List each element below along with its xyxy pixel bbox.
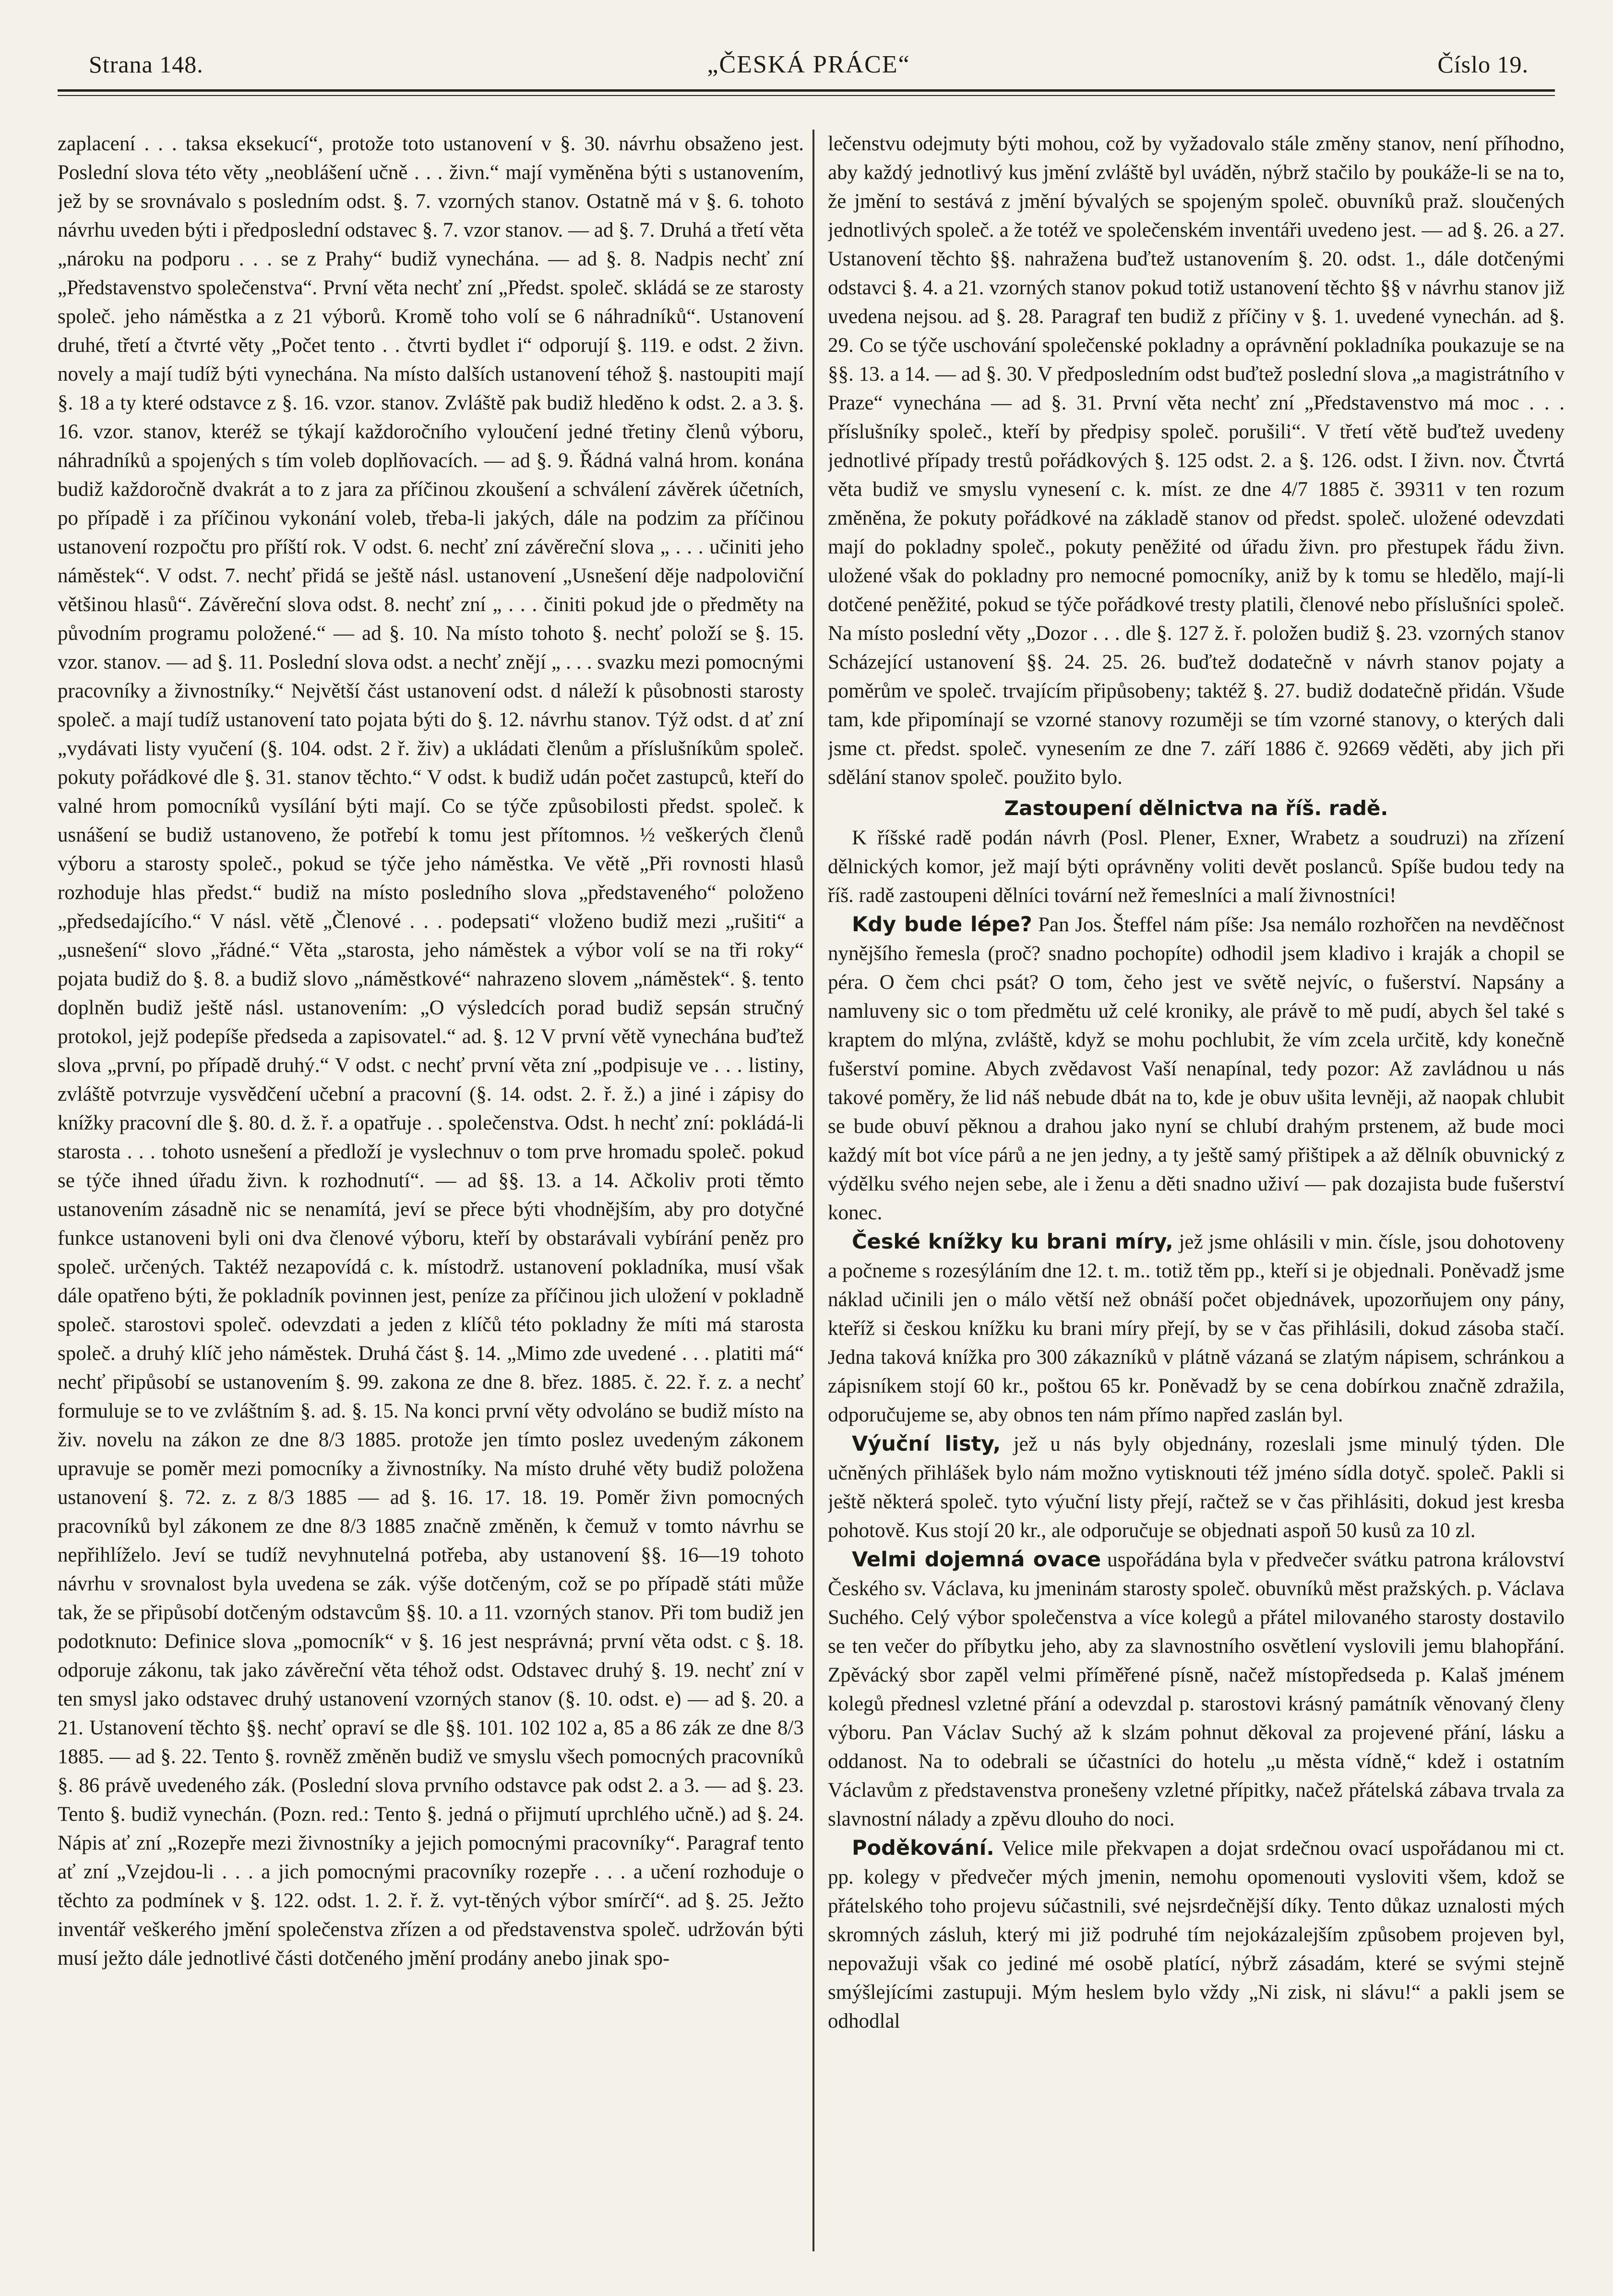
news-item-measurement-books <box>828 1227 1565 1430</box>
news-body-measurement-books: jež jsme ohlásili v min. čísle, jsou dohotoveny a počneme s rozesýláním dne 12. t. m.. totiž těm pp., kteří si je objednali. Poněvadž jsme náklad učinili jen o málo větší než obnáší počet objednávek, upozorňujem ony pány, kteříž si českou knížku ku brani míry přejí, by se v čas přihlásili, dokud zásoba stačí. Jedna taková knížka pro 300 zákazníků v plátně vázaná se zlatým nápisem, schránkou a zápisníkem stojí 60 kr., poštou 65 kr. Poněvadž by se cena dobírkou značně zdražila, odporučujeme se, aby obnos ten nám přímo napřed zaslán byl. <box>828 1231 1565 1426</box>
header-rule-thin <box>58 95 1555 96</box>
article-text-continued: lečenstvu odejmuty býti mohou, což by vyžadovalo stále změny stanov, není příhodno, aby každý jednotlivý kus jmění zvláště byl uváděn, nýbrž stačilo by poukáže-li se na to, že jmění to sestává z jmění bývalých se spojeným společ. obuvníků praž. sloučených jednotlivých společ. a že totéž ve společenském inventáři uvedeno jest. — ad §. 26. a 27. Ustanovení těchto §§. nahražena buďtež ustanovením §. 20. odst. 1., dále dotčenými odstavci §. 4. a 21. vzorných stanov pokud totiž ustanovení těchto §§ v návrhu stanov již uvedena nejsou. ad §. 28. Paragraf ten budiž z příčiny v §. 1. uvedené vynechán. ad §. 29. Co se týče uschování společenské pokladny a oprávnění pokladníka poukazuje se na §§. 13. a 14. — ad §. 30. V předposledním odst buďtež poslední slova „a magistrátního v Praze“ vynechána — ad §. 31. První věta nechť zní „Představenstvo má moc . . . příslušníky společ., kteří by předpisy společ. porušili“. V třetí větě buďtež uvedeny jednotlivé případy trestů pořádkových §. 125 odst. 2. a §. 126. odst. I živn. nov. Čtvrtá věta budiž ve smyslu vynesení c. k. míst. ze dne 4/7 1885 č. 39311 v ten rozum změněna, že pokuty pořádkové na základě stanov od předst. společ. uložené odevzdati mají do pokladny společ., pokuty peněžité od úřadu živn. pro přestupek řádu živn. uložené však do pokladny pro nemocné pomocníky, aniž by k tomu se hledělo, mají-li dotčené peněžité, pokud se týče pořádkové tresty platili, členové nebo příslušníci společ. Na místo poslední věty „Dozor . . . dle §. 127 ž. ř. položen budiž §. 23. vzorných stanov Scházející ustanovení §§. 24. 25. 26. buďtež dodatečně v návrh stanov pojaty a poměrům ve společ. trvajícím připůsobeny; taktéž §. 27. budiž dodatečně přidán. Všude tam, kde připomínají se vzorné stanovy rozuměji se tím vzorné stanovy, o kterých dali jsme ct. předst. společ. vynesením ze dne 7. září 1886 č. 92669 věděti, aby jich při sdělání stanov společ. použito bylo. <box>828 132 1565 789</box>
news-body-thanks: Velice mile překvapen a dojat srdečnou ovací uspořádanou mi ct. pp. kolegy v předvečer mých jmenin, nemohu opomenouti vysloviti všem, kdož se přátelského toho projevu súčastnili, své nejsrdečnější díky. Tento důkaz uznalosti mých skromných zásluh, který mi již podruhé tím nejokázalejším způsobem projeven byl, nepovažuji však co jediné mé osobě platící, nýbrž zásadám, které se svými stejně smýšlejícími zastupuji. Mým heslem bylo vždy „Ni zisk, ni slávu!“ a pakli jsem se odhodlal <box>828 1837 1565 2032</box>
left-column <box>58 130 804 2251</box>
news-item-when-better <box>828 910 1565 1227</box>
news-body-apprentice-certificates: jež u nás byly objednány, rozeslali jsme minulý týden. Dle učněných přihlášek bylo nám možno vytisknouti též jméno sídla dotyč. společ. Pakli si ještě některá společ. tyto výuční listy přejí, račtež se v čas přihlásiti, dokud jest kresba pohotově. Kus stojí 20 kr., ale odporučuje se objednati aspoň 50 kusů za 10 zl. <box>828 1433 1565 1542</box>
news-lead-measurement-books: České knížky ku brani míry, <box>852 1230 1173 1254</box>
column-divider <box>812 130 814 2251</box>
page-number: Strana 148. <box>89 51 203 78</box>
right-column <box>828 130 1565 2251</box>
news-lead-when-better: Kdy bude lépe? <box>852 913 1032 937</box>
news-item-thanks <box>828 1834 1565 2036</box>
masthead-title: „ČESKÁ PRÁCE“ <box>707 51 910 78</box>
header-rule-thick <box>58 89 1555 92</box>
issue-number: Číslo 19. <box>1437 51 1529 78</box>
page-header <box>89 50 1529 89</box>
news-body-ovation: uspořádána byla v předvečer svátku patrona království Českého sv. Václava, ku jmeninám starosty společ. obuvníků měst pražských. p. Václava Suchého. Celý výbor společenstva a více kolegů a přátel milovaného starosty dostavilo se ten večer do příbytku jeho, aby za slavnostního osvětlení vyslovili jemu blahopřání. Zpěvácký sbor zapěl velmi příměřené písně, načež místopředseda p. Kalaš jménem kolegů přednesl vzletné přání a odevzdal p. starostovi krásný památník věnovaný členy výboru. Pan Václav Suchý až k slzám pohnut děkoval za projevené přání, lásku a oddanost. Na to odebrali se účastníci do hotelu „u města vídně,“ kdež i ostatním Václavům z představenstva pronešeny vzletné přípitky, načež přátelská zábava trvala za slavnostní nálady a zpěvu dlouho do noci. <box>828 1549 1565 1830</box>
news-lead-ovation: Velmi dojemná ovace <box>852 1548 1101 1572</box>
news-item-workers-representation: K říšské radě podán návrh (Posl. Plener, Exner, Wrabetz a soudruzi) na zřízení dělnických komor, jež mají býti oprávněny voliti devět poslanců. Spíše budou tedy na říš. radě zastoupeni dělníci tovární než řemeslníci a malí živnostníci! <box>828 827 1565 907</box>
news-lead-apprentice-certificates: Výuční listy, <box>852 1432 1001 1456</box>
article-text: zaplacení . . . taksa eksekucí“, protože toto ustanovení v §. 30. návrhu obsaženo jest. Poslední slova této věty „neoblášení učně . . . živn.“ mají vyměněna býti s ustanovením, jež by se srovnávalo s posledním odst. §. 7. vzorných stanov. Ostatně má v §. 6. tohoto návrhu uveden býti i předposlední odstavec §. 7. vzor stanov. — ad §. 7. Druhá a třetí věta „nároku na podporu . . . se z Prahy“ budiž vynechána. — ad §. 8. Nadpis nechť zní „Představenstvo společenstva“. První věta nechť zní „Předst. společ. skládá se ze starosty společ. jeho náměstka a z 21 výborů. Kromě toho volí se 6 náhradníků“. Ustanovení druhé, třetí a čtvrté věty „Počet tento . . čtvrti bydlet i“ odporují §. 119. e odst. 2 živn. novely a mají tudíž býti vynechána. Na místo dalších ustanovení téhož §. nastoupiti mají §. 18 a ty které odstavce z §. 16. vzor. stanov. Zvláště pak budiž hleděno k odst. 2. a 3. §. 16. vzor. stanov, kteréž se týkají každoročního vyloučení jedné třetiny členů výboru, náhradníků a spojených s tím voleb doplňovacích. — ad §. 9. Řádná valná hrom. konána budiž každoročně dvakrát a to z jara za příčinou zkoušení a schválení závěrek účetních, po případě i za příčinou vykonání voleb, třeba-li jakých, dále na podzim za příčinou ustanovení rozpočtu pro příští rok. V odst. 6. nechť zní závěreční slova „ . . . učiniti jeho náměstek“. V odst. 7. nechť přidá se ještě násl. ustanovení „Usnešení děje nadpoloviční většinou hlasů“. Závěreční slova odst. 8. nechť zní „ . . . činiti pokud jde o předměty na původním programu položené.“ — ad §. 10. Na místo tohoto §. nechť položí se §. 15. vzor. stanov. — ad §. 11. Poslední slova odst. a nechť znějí „ . . . svazku mezi pomocnými pracovníky a živnostníky.“ Největší část ustanovení odst. d náleží k působnosti starosty společ. a mají tudíž ustanovení tato pojata býti do §. 12. návrhu stanov. Týž odst. d ať zní „vydávati listy vyučení (§. 104. odst. 2 ř. živ) a ukládati členům a příslušníkům společ. pokuty pořádkové dle §. 31. stanov těchto.“ V odst. k budiž udán počet zastupců, kteří do valné hrom pomocníků vysílání býti mají. Co se týče způsobilosti předst. společ. k usnášení se budiž ustanoveno, že potřebí k tomu jest přítomnos. ½ veškerých členů výboru a starosty společ., pokud se týče jeho náměstka. Ve větě „Při rovnosti hlasů rozhoduje hlas předst.“ budiž na místo posledního slova „představeného“ položeno „předsedajícího.“ V násl. větě „Členové . . . podepsati“ vloženo budiž mezi „rušiti“ a „usnešení“ slovo „řádné.“ Věta „starosta, jeho náměstek a výbor volí se na tři roky“ pojata budiž do §. 8. a budiž slovo „náměstkové“ nahrazeno slovem „náměstek“. §. tento doplněn budiž ještě násl. ustanovením: „O výsledcích porad budiž sepsán stručný protokol, jejž podepíše předseda a zapisovatel.“ ad. §. 12 V první větě vynechána buďtež slova „první, po případě druhý.“ V odst. c nechť první věta zní „podpisuje ve . . . listiny, zvláště potvrzuje vysvědčení učební a pracovní (§. 14. odst. 2. ř. ž.) a jiné i zápisy do knížky pracovní dle §. 80. d. ž. ř. a opatřuje . . společenstva. Odst. h nechť zní: pokládá-li starosta . . . tohoto usnešení a předloží je vyslechnuv o tom prve hromadu společ. pokud se týče ihned úřadu živn. k rozhodnutí“. — ad §§. 13. a 14. Ačkoliv proti těmto ustanovením zásadně nic se nenamítá, jeví se přece býti vhodnějším, aby pro dotyčné funkce ustanoveni byli oni dva členové výboru, kteří by obstarávali vybírání peněz pro společ. určených. Taktéž nezapovídá c. k. místodrž. ustanovení pokladníka, musí však dále opatřeno býti, že pokladník povinnen jest, peníze za příčinou jich uložení v pokladně společ. starostovi společ. odevzdati a jeden z klíčů této pokladny že míti má starosta společ. a druhý klíč jeho náměstek. Druhá část §. 14. „Mimo zde uvedené . . . platiti má“ nechť připůsobí se ustanovením §. 99. zakona ze dne 8. břez. 1885. č. 22. ř. z. a nechť formuluje se to ve zvláštním §. ad. §. 15. Na konci první věty odvoláno se budiž místo na živ. novelu na zákon ze dne 8/3 1885. protože jen tímto poslez uvedeným zákonem upravuje se poměr mezi pomocníky a živnostníky. Na místo druhé věty budiž položena ustanovení §. 72. z. z 8/3 1885 — ad §. 16. 17. 18. 19. Poměr živn pomocných pracovníků byl zákonem ze dne 8/3 1885 značně změněn, k čemuž v tomto návrhu se nepřihlíželo. Jeví se tudíž nevyhnutelná potřeba, aby ustanovení §§. 16—19 tohoto návrhu v srovnalost byla uvedena se zák. výše dotčeným, což se po případě státi může tak, že se připůsobí dotčeným odstavcům §§. 10. a 11. vzorných stanov. Při tom budiž jen podotknuto: Definice slova „pomocník“ v §. 16 jest nesprávná; první věta odst. c §. 18. odporuje zákonu, tak jako závěreční věta téhož odst. Odstavec druhý §. 19. nechť zní v ten smysl jako odstavec druhý ustanovení vzorných stanov (§. 10. odst. e) — ad §. 20. a 21. Ustanovení těchto §§. nechť opraví se dle §§. 101. 102 102 a, 85 a 86 zák ze dne 8/3 1885. — ad §. 22. Tento §. rovněž změněn budiž ve smyslu všech pomocných pracovníků §. 86 právě uvedeného zák. (Poslední slova prvního odstavce pak odst 2. a 3. — ad §. 23. Tento §. budiž vynechán. (Pozn. red.: Tento §. jedná o přijmutí uprchlého učně.) ad §. 24. Nápis ať zní „Rozepře mezi živnostníky a jejich pomocnými pracovníky“. Paragraf tento ať zní „Vzejdou-li . . . a jich pomocnými pracovníky rozepře . . . a učení rozhoduje o těchto za podmínek v §. 122. odst. 1. 2. ř. ž. vyt-těných výbor smírčí“. ad §. 25. Ježto inventář veškerého jmění společenstva zřízen a od představenstva společ. udržován býti musí ježto dále jednotlivé části dotčeného jmění prodány anebo jinak spo- <box>58 132 804 1970</box>
news-item-ovation <box>828 1545 1565 1834</box>
news-body-when-better: Pan Jos. Šteffel nám píše: Jsa nemálo rozhořčen na nevděčnost nynějšího řemesla (proč? snadno pochopíte) odhodil jsem kladivo i kraják a chopil se péra. O čem chci psát? O tom, čeho jest ve světě nejvíc, o fušerství. Napsány a namluveny sic o tom předmětu už celé kroniky, ale právě to mě pudí, abych šel také s kraptem do mlýna, zvláště, když se mohu pochlubit, že vím zcela určitě, kdy konečně fušerství pomine. Abych zvědavost Vaší nenapínal, tedy pozor: Až zavládnou u nás takové poměry, že lid náš nebude dbát na to, kde je obuv ušita levněji, až naopak chlubit se bude obuví pěknou a drahou jako nyní se chlubí drahým prstenem, až bude moci každý mít bot více párů a ne jen jedny, a ty ještě samý přištipek a až dělník obuvnický z výdělku svého nejen sebe, ale i ženu a děti snadno uživí — pak dozajista bude fušerství konec. <box>828 914 1565 1224</box>
section-heading-workers-representation: Zastoupení dělnictva na říš. radě. <box>1004 796 1388 820</box>
news-lead-thanks: Poděkování. <box>852 1836 994 1860</box>
news-item-apprentice-certificates <box>828 1430 1565 1545</box>
